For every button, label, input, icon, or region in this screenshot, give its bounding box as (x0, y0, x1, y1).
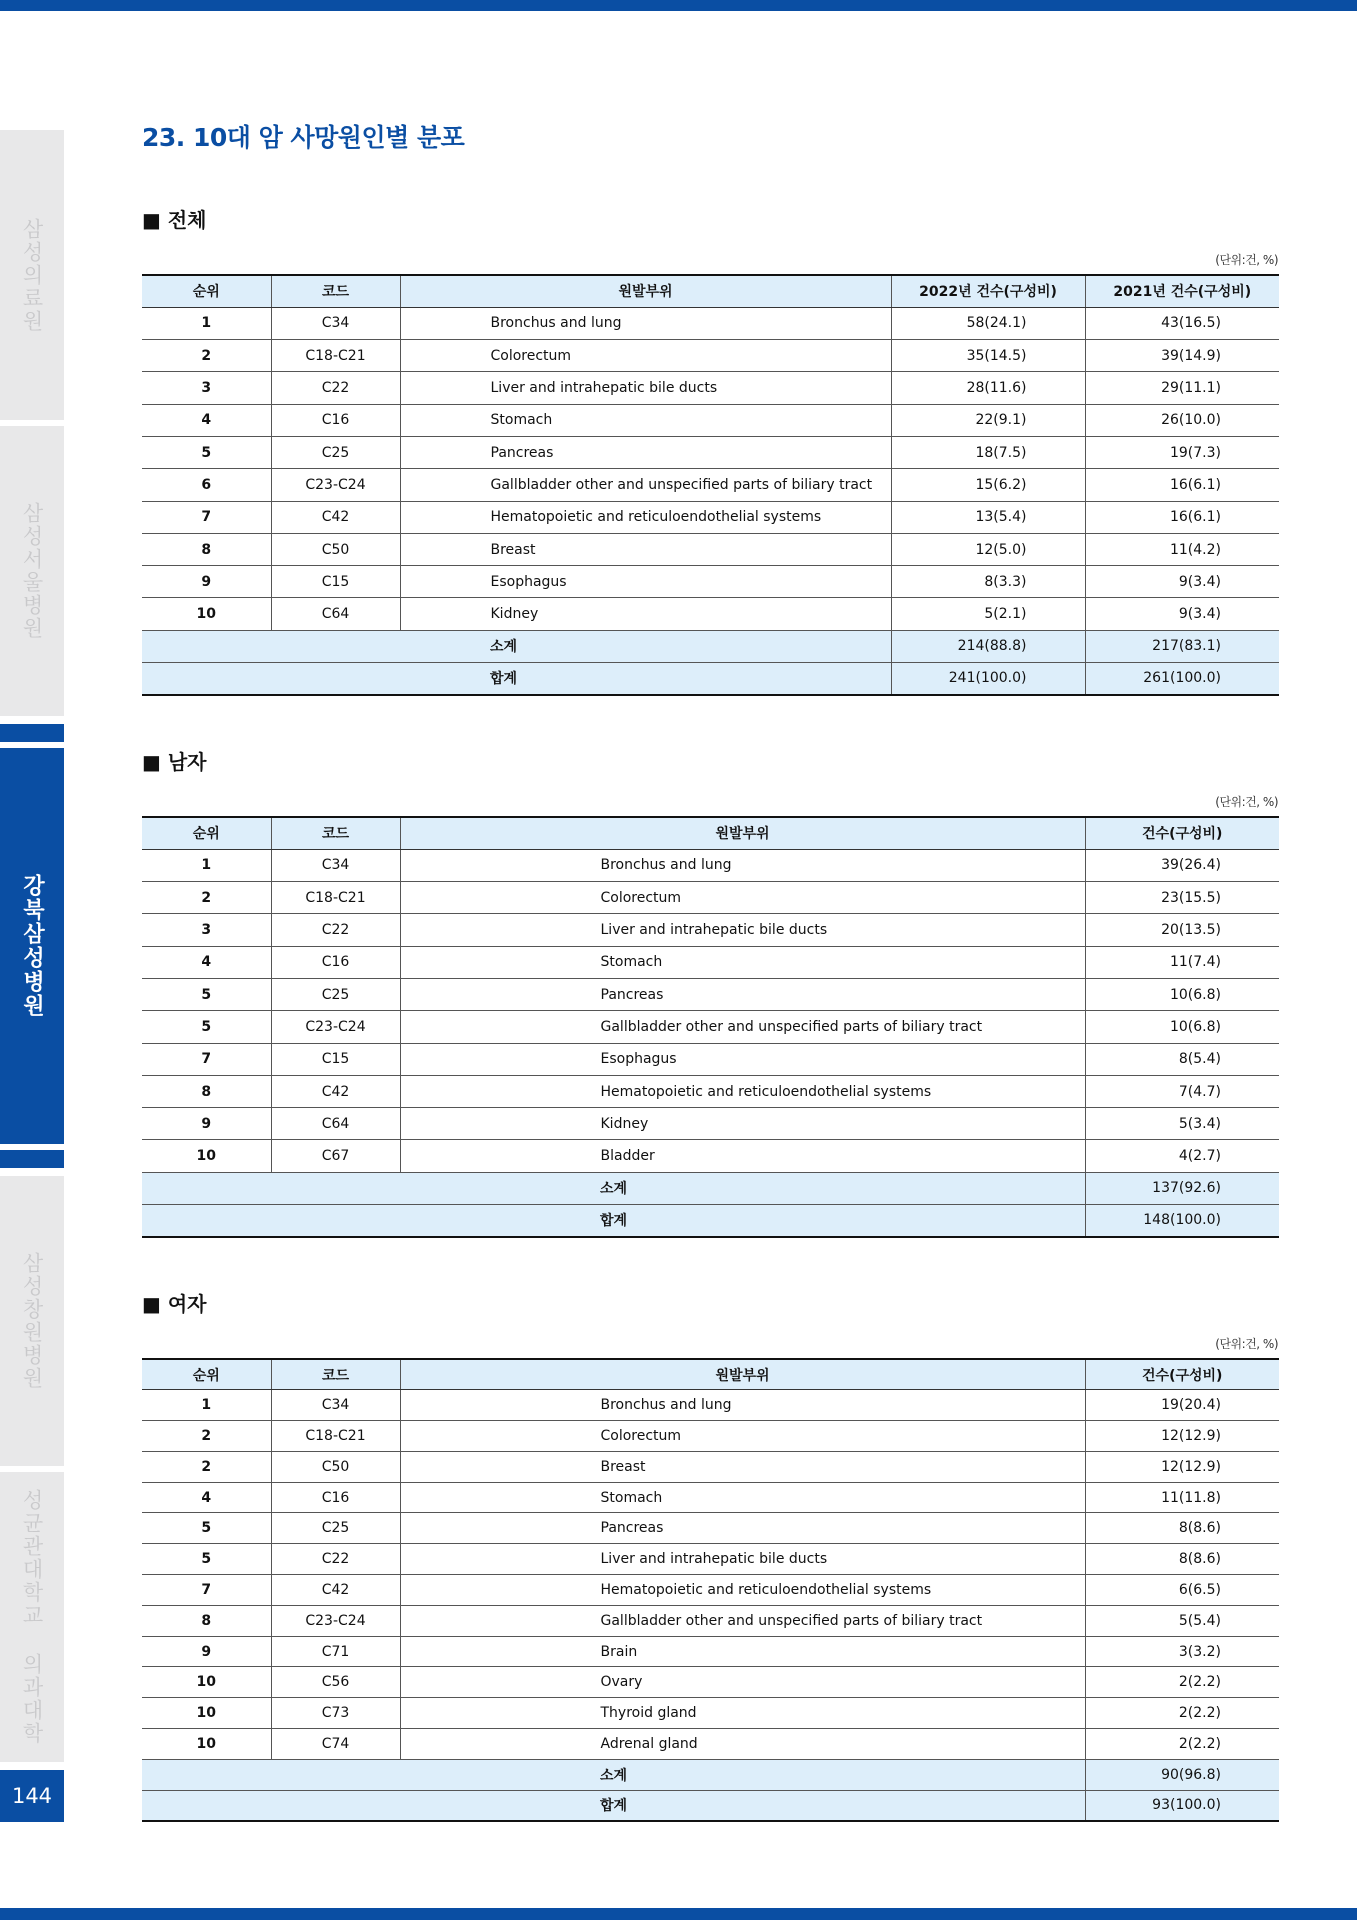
code-cell: C22 (271, 372, 400, 404)
rank-cell: 2 (142, 340, 271, 372)
rank-cell: 2 (142, 882, 271, 914)
table-row (142, 1729, 1279, 1760)
code-cell: C22 (271, 1544, 400, 1575)
code-cell: C23-C24 (271, 1011, 400, 1043)
value-cell: 2(2.2) (1085, 1698, 1279, 1729)
total-label: 합계 (142, 1790, 1085, 1821)
site-cell: Bronchus and lung (400, 849, 1085, 881)
rank-cell: 2 (142, 1421, 271, 1452)
code-cell: C25 (271, 1513, 400, 1544)
total-row (142, 1790, 1279, 1821)
header-code: 코드 (271, 817, 400, 849)
rank-cell: 8 (142, 533, 271, 565)
sidebar-tab-samsung-seoul[interactable] (0, 426, 64, 716)
unit-label: (단위:건, %) (1215, 795, 1278, 809)
sidebar-tab-skku-medicine[interactable] (0, 1472, 64, 1762)
code-cell: C42 (271, 501, 400, 533)
site-cell: Kidney (400, 1108, 1085, 1140)
value-cell: 8(8.6) (1085, 1544, 1279, 1575)
value-cell: 20(13.5) (1085, 914, 1279, 946)
value-cell: 7(4.7) (1085, 1075, 1279, 1107)
rank-cell: 7 (142, 501, 271, 533)
table-row (142, 1605, 1279, 1636)
value-cell: 10(6.8) (1085, 1011, 1279, 1043)
table-row (142, 1390, 1279, 1421)
value-2021-cell: 9(3.4) (1085, 566, 1279, 598)
value-cell: 10(6.8) (1085, 978, 1279, 1010)
rank-cell: 10 (142, 1698, 271, 1729)
rank-cell: 5 (142, 1513, 271, 1544)
rank-cell: 7 (142, 1575, 271, 1606)
table-row (142, 1451, 1279, 1482)
subtotal-label: 소계 (142, 630, 891, 662)
value-cell: 5(5.4) (1085, 1605, 1279, 1636)
table-row (142, 566, 1279, 598)
code-cell: C23-C24 (271, 1605, 400, 1636)
code-cell: C22 (271, 914, 400, 946)
table-row (142, 1636, 1279, 1667)
value-2022-cell: 15(6.2) (891, 469, 1085, 501)
rank-cell: 3 (142, 372, 271, 404)
subtotal-row (142, 1759, 1279, 1790)
value-cell: 6(6.5) (1085, 1575, 1279, 1606)
value-cell: 12(12.9) (1085, 1451, 1279, 1482)
code-cell: C34 (271, 1390, 400, 1421)
table-row (142, 1667, 1279, 1698)
value-2021-cell: 16(6.1) (1085, 501, 1279, 533)
site-cell: Colorectum (400, 1421, 1085, 1452)
rank-cell: 1 (142, 1390, 271, 1421)
code-cell: C73 (271, 1698, 400, 1729)
total-label: 합계 (142, 1205, 1085, 1237)
subtotal-2021: 217(83.1) (1085, 630, 1279, 662)
site-cell: Stomach (400, 946, 1085, 978)
site-cell: Pancreas (400, 1513, 1085, 1544)
value-2021-cell: 43(16.5) (1085, 307, 1279, 339)
value-cell: 2(2.2) (1085, 1729, 1279, 1760)
value-2021-cell: 11(4.2) (1085, 533, 1279, 565)
value-2022-cell: 28(11.6) (891, 372, 1085, 404)
table-row (142, 1482, 1279, 1513)
top-accent-bar (0, 0, 1357, 11)
subtotal-label: 소계 (142, 1172, 1085, 1204)
site-cell: Gallbladder other and unspecified parts of biliary tract (400, 1011, 1085, 1043)
sidebar-tab-label: 강북삼성병원 (19, 874, 45, 1018)
total-row (142, 663, 1279, 695)
header-code: 코드 (271, 275, 400, 307)
code-cell: C56 (271, 1667, 400, 1698)
site-cell: Gallbladder other and unspecified parts of biliary tract (400, 469, 891, 501)
code-cell: C18-C21 (271, 882, 400, 914)
rank-cell: 10 (142, 1729, 271, 1760)
header-site: 원발부위 (400, 275, 891, 307)
code-cell: C42 (271, 1575, 400, 1606)
site-cell: Bronchus and lung (400, 1390, 1085, 1421)
site-cell: Breast (400, 533, 891, 565)
rank-cell: 10 (142, 1140, 271, 1172)
value-cell: 12(12.9) (1085, 1421, 1279, 1452)
rank-cell: 8 (142, 1075, 271, 1107)
table-row (142, 404, 1279, 436)
table-row (142, 501, 1279, 533)
site-cell: Stomach (400, 1482, 1085, 1513)
site-cell: Bronchus and lung (400, 307, 891, 339)
value-cell: 8(8.6) (1085, 1513, 1279, 1544)
code-cell: C64 (271, 1108, 400, 1140)
value-cell: 5(3.4) (1085, 1108, 1279, 1140)
site-cell: Liver and intrahepatic bile ducts (400, 914, 1085, 946)
total-row (142, 1205, 1279, 1237)
bottom-accent-bar (0, 1908, 1357, 1920)
table-row (142, 598, 1279, 630)
sidebar-tab-label: 삼성창원병원 (20, 1252, 44, 1390)
value-cell: 2(2.2) (1085, 1667, 1279, 1698)
value-2022-cell: 58(24.1) (891, 307, 1085, 339)
total-value: 93(100.0) (1085, 1790, 1279, 1821)
code-cell: C25 (271, 978, 400, 1010)
code-cell: C18-C21 (271, 1421, 400, 1452)
table-row (142, 436, 1279, 468)
rank-cell: 8 (142, 1605, 271, 1636)
value-2022-cell: 5(2.1) (891, 598, 1085, 630)
subtotal-value: 137(92.6) (1085, 1172, 1279, 1204)
header-rank: 순위 (142, 817, 271, 849)
table-row (142, 469, 1279, 501)
rank-cell: 10 (142, 598, 271, 630)
value-cell: 19(20.4) (1085, 1390, 1279, 1421)
value-2022-cell: 18(7.5) (891, 436, 1085, 468)
site-cell: Hematopoietic and reticuloendothelial systems (400, 1575, 1085, 1606)
total-value: 148(100.0) (1085, 1205, 1279, 1237)
table-row (142, 1575, 1279, 1606)
sidebar-tab-label: 삼성의료원 (20, 217, 44, 333)
table-row (142, 946, 1279, 978)
value-2021-cell: 29(11.1) (1085, 372, 1279, 404)
subtotal-row (142, 1172, 1279, 1204)
value-cell: 4(2.7) (1085, 1140, 1279, 1172)
subtotal-value: 90(96.8) (1085, 1759, 1279, 1790)
code-cell: C23-C24 (271, 469, 400, 501)
sidebar-tab-samsung-changwon[interactable] (0, 1176, 64, 1466)
code-cell: C50 (271, 533, 400, 565)
value-cell: 3(3.2) (1085, 1636, 1279, 1667)
site-cell: Stomach (400, 404, 891, 436)
rank-cell: 4 (142, 1482, 271, 1513)
value-cell: 23(15.5) (1085, 882, 1279, 914)
unit-label: (단위:건, %) (1215, 253, 1278, 267)
table-row (142, 1698, 1279, 1729)
header-code: 코드 (271, 1359, 400, 1390)
section-heading-male: ■ 남자 (142, 750, 207, 774)
site-cell: Colorectum (400, 882, 1085, 914)
site-cell: Gallbladder other and unspecified parts of biliary tract (400, 1605, 1085, 1636)
code-cell: C18-C21 (271, 340, 400, 372)
value-cell: 39(26.4) (1085, 849, 1279, 881)
rank-cell: 1 (142, 849, 271, 881)
site-cell: Esophagus (400, 1043, 1085, 1075)
site-cell: Pancreas (400, 978, 1085, 1010)
rank-cell: 5 (142, 1544, 271, 1575)
table-row (142, 849, 1279, 881)
code-cell: C16 (271, 404, 400, 436)
total-2021: 261(100.0) (1085, 663, 1279, 695)
header-site: 원발부위 (400, 1359, 1085, 1390)
table-row (142, 372, 1279, 404)
site-cell: Thyroid gland (400, 1698, 1085, 1729)
rank-cell: 4 (142, 404, 271, 436)
rank-cell: 5 (142, 978, 271, 1010)
subtotal-2022: 214(88.8) (891, 630, 1085, 662)
rank-cell: 7 (142, 1043, 271, 1075)
unit-label: (단위:건, %) (1215, 1337, 1278, 1351)
code-cell: C34 (271, 307, 400, 339)
table-male (142, 816, 1279, 1238)
subtotal-row (142, 630, 1279, 662)
site-cell: Breast (400, 1451, 1085, 1482)
rank-cell: 9 (142, 1108, 271, 1140)
table-row (142, 882, 1279, 914)
rank-cell: 4 (142, 946, 271, 978)
header-2021: 2021년 건수(구성비) (1085, 275, 1279, 307)
site-cell: Esophagus (400, 566, 891, 598)
section-heading-all: ■ 전체 (142, 208, 207, 232)
code-cell: C16 (271, 946, 400, 978)
site-cell: Hematopoietic and reticuloendothelial systems (400, 501, 891, 533)
header-count: 건수(구성비) (1085, 817, 1279, 849)
header-2022: 2022년 건수(구성비) (891, 275, 1085, 307)
value-2021-cell: 26(10.0) (1085, 404, 1279, 436)
code-cell: C74 (271, 1729, 400, 1760)
table-row (142, 1108, 1279, 1140)
total-label: 합계 (142, 663, 891, 695)
rank-cell: 5 (142, 1011, 271, 1043)
table-row (142, 1011, 1279, 1043)
table-row (142, 1421, 1279, 1452)
value-cell: 8(5.4) (1085, 1043, 1279, 1075)
value-2022-cell: 22(9.1) (891, 404, 1085, 436)
sidebar-tab-kangbuk-samsung[interactable] (0, 748, 64, 1144)
site-cell: Colorectum (400, 340, 891, 372)
table-row (142, 1043, 1279, 1075)
sidebar-tab-samsung-medical[interactable] (0, 130, 64, 420)
code-cell: C64 (271, 598, 400, 630)
rank-cell: 9 (142, 1636, 271, 1667)
rank-cell: 10 (142, 1667, 271, 1698)
code-cell: C71 (271, 1636, 400, 1667)
page-title: 23. 10대 암 사망원인별 분포 (142, 123, 465, 152)
value-2021-cell: 39(14.9) (1085, 340, 1279, 372)
header-count: 건수(구성비) (1085, 1359, 1279, 1390)
value-2022-cell: 8(3.3) (891, 566, 1085, 598)
site-cell: Hematopoietic and reticuloendothelial systems (400, 1075, 1085, 1107)
sidebar-active-strip (0, 724, 64, 742)
value-cell: 11(11.8) (1085, 1482, 1279, 1513)
table-all (142, 274, 1279, 696)
table-row (142, 307, 1279, 339)
value-cell: 11(7.4) (1085, 946, 1279, 978)
site-cell: Pancreas (400, 436, 891, 468)
site-cell: Liver and intrahepatic bile ducts (400, 1544, 1085, 1575)
subtotal-label: 소계 (142, 1759, 1085, 1790)
rank-cell: 2 (142, 1451, 271, 1482)
header-site: 원발부위 (400, 817, 1085, 849)
table-row (142, 914, 1279, 946)
site-cell: Brain (400, 1636, 1085, 1667)
site-cell: Bladder (400, 1140, 1085, 1172)
header-rank: 순위 (142, 1359, 271, 1390)
table-row (142, 1544, 1279, 1575)
value-2022-cell: 13(5.4) (891, 501, 1085, 533)
section-heading-female: ■ 여자 (142, 1292, 207, 1316)
code-cell: C15 (271, 566, 400, 598)
table-row (142, 533, 1279, 565)
table-female (142, 1358, 1279, 1822)
table-row (142, 978, 1279, 1010)
value-2022-cell: 35(14.5) (891, 340, 1085, 372)
code-cell: C67 (271, 1140, 400, 1172)
rank-cell: 3 (142, 914, 271, 946)
code-cell: C25 (271, 436, 400, 468)
code-cell: C34 (271, 849, 400, 881)
table-row (142, 1513, 1279, 1544)
code-cell: C50 (271, 1451, 400, 1482)
site-cell: Adrenal gland (400, 1729, 1085, 1760)
table-row (142, 340, 1279, 372)
code-cell: C15 (271, 1043, 400, 1075)
value-2021-cell: 16(6.1) (1085, 469, 1279, 501)
table-row (142, 1140, 1279, 1172)
page-number: 144 (0, 1770, 64, 1822)
total-2022: 241(100.0) (891, 663, 1085, 695)
code-cell: C42 (271, 1075, 400, 1107)
table-row (142, 1075, 1279, 1107)
sidebar-tab-label: 삼성서울병원 (20, 502, 44, 640)
rank-cell: 1 (142, 307, 271, 339)
rank-cell: 9 (142, 566, 271, 598)
site-cell: Kidney (400, 598, 891, 630)
rank-cell: 5 (142, 436, 271, 468)
value-2021-cell: 9(3.4) (1085, 598, 1279, 630)
value-2021-cell: 19(7.3) (1085, 436, 1279, 468)
sidebar-tab-label: 성균관대학교 의과대학 (20, 1489, 44, 1745)
rank-cell: 6 (142, 469, 271, 501)
site-cell: Ovary (400, 1667, 1085, 1698)
code-cell: C16 (271, 1482, 400, 1513)
site-cell: Liver and intrahepatic bile ducts (400, 372, 891, 404)
value-2022-cell: 12(5.0) (891, 533, 1085, 565)
sidebar-active-strip (0, 1150, 64, 1168)
header-rank: 순위 (142, 275, 271, 307)
